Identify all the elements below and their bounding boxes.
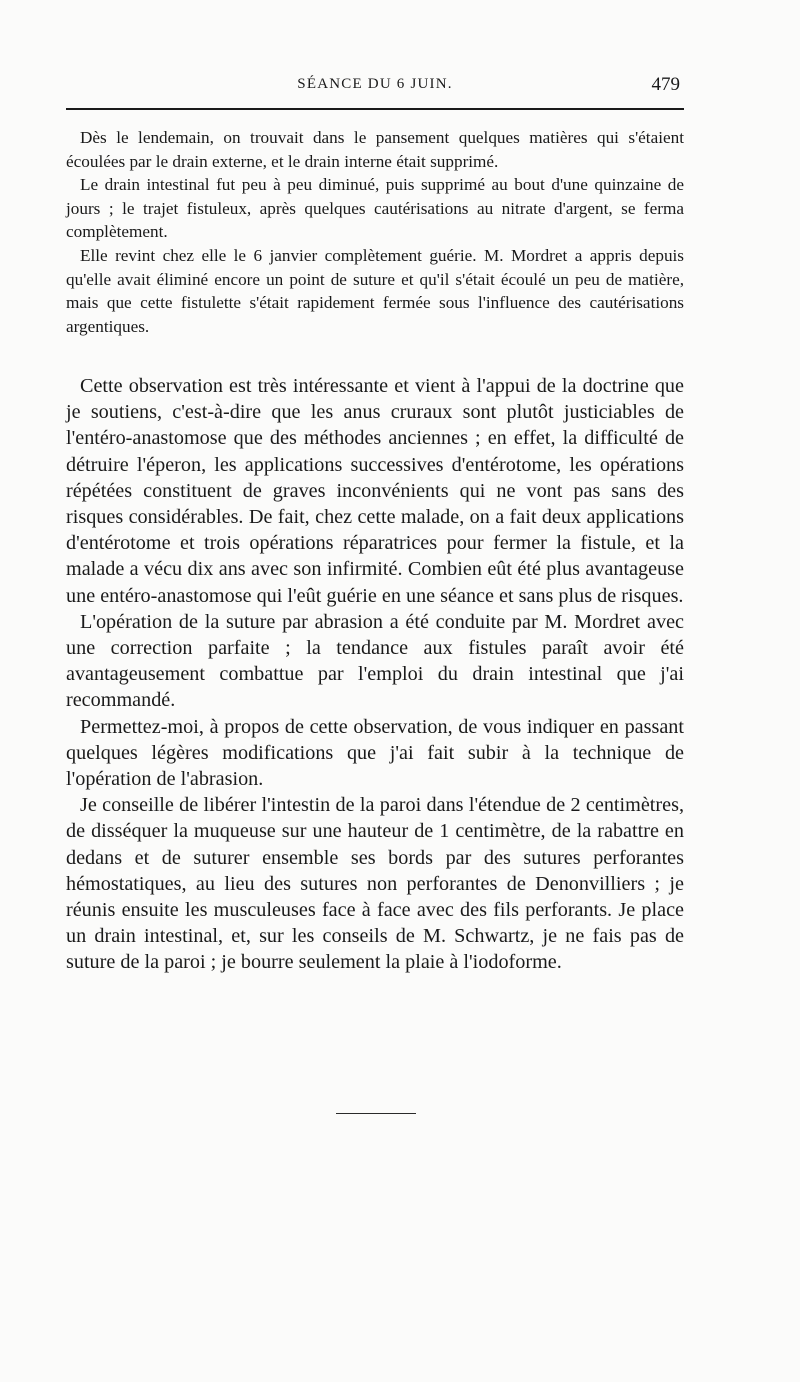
section-end-rule xyxy=(336,1113,416,1114)
page-header xyxy=(66,72,684,100)
discussion-paragraph-2: L'opération de la suture par abrasion a été conduite par M. Mordret avec une correction parfaite ; la tendance aux fistules paraît avoir été avantageusement combattue par l'emploi du drain intestinal que j'ai recommandé. xyxy=(66,610,684,712)
discussion-paragraph-3: Permettez-moi, à propos de cette observation, de vous indiquer en passant quelques légères modifications que j'ai fait subir à la technique de l'opération de l'abrasion. xyxy=(66,715,684,791)
page-number: 479 xyxy=(651,74,680,95)
running-head: SÉANCE DU 6 JUIN. xyxy=(297,76,453,92)
case-report-paragraph-2: Le drain intestinal fut peu à peu diminué, puis supprimé au bout d'une quinzaine de jours ; le trajet fistuleux, après quelques cautérisations au nitrate d'argent, se ferma complètement. xyxy=(66,175,684,242)
case-report-section xyxy=(66,126,684,338)
discussion-section xyxy=(66,373,684,976)
header-rule xyxy=(66,108,684,110)
discussion-paragraph-1: Cette observation est très intéressante et vient à l'appui de la doctrine que je soutiens, c'est-à-dire que les anus cruraux sont plutôt justiciables de l'entéro-anastomose que des méthodes anciennes ; en effet, la difficulté de détruire l'éperon, les applications successives d'entérotome, les opérations répétées constituent de graves inconvénients qui ne vont pas sans des risques considérables. De fait, chez cette malade, on a fait deux applications d'entérotome et trois opérations réparatrices pour fermer la fistule, et la malade a vécu dix ans avec son infirmité. Combien eût été plus avantageuse une entéro-anastomose qui l'eût guérie en une séance et sans plus de risques. xyxy=(66,375,684,607)
case-report-paragraph-3: Elle revint chez elle le 6 janvier complètement guérie. M. Mordret a appris depuis qu'elle avait éliminé encore un point de suture et qu'il s'était écoulé un peu de matière, mais que cette fistulette s'était rapidement fermée sous l'influence des cautérisations argentiques. xyxy=(66,245,684,336)
case-report-paragraph-1: Dès le lendemain, on trouvait dans le pansement quelques matières qui s'étaient écoulées par le drain externe, et le drain interne était supprimé. xyxy=(66,128,684,171)
discussion-paragraph-4: Je conseille de libérer l'intestin de la paroi dans l'étendue de 2 centimètres, de disséquer la muqueuse sur une hauteur de 1 centimètre, de la rabattre en dedans et de suturer ensemble ses bords par des sutures perforantes hémostatiques, au lieu des sutures non perforantes de Denonvilliers ; je réunis ensuite les musculeuses face à face avec des fils perforants. Je place un drain intestinal, et, sur les conseils de M. Schwartz, je ne fais pas de suture de la paroi ; je bourre seulement la plaie à l'iodoforme. xyxy=(66,794,684,974)
